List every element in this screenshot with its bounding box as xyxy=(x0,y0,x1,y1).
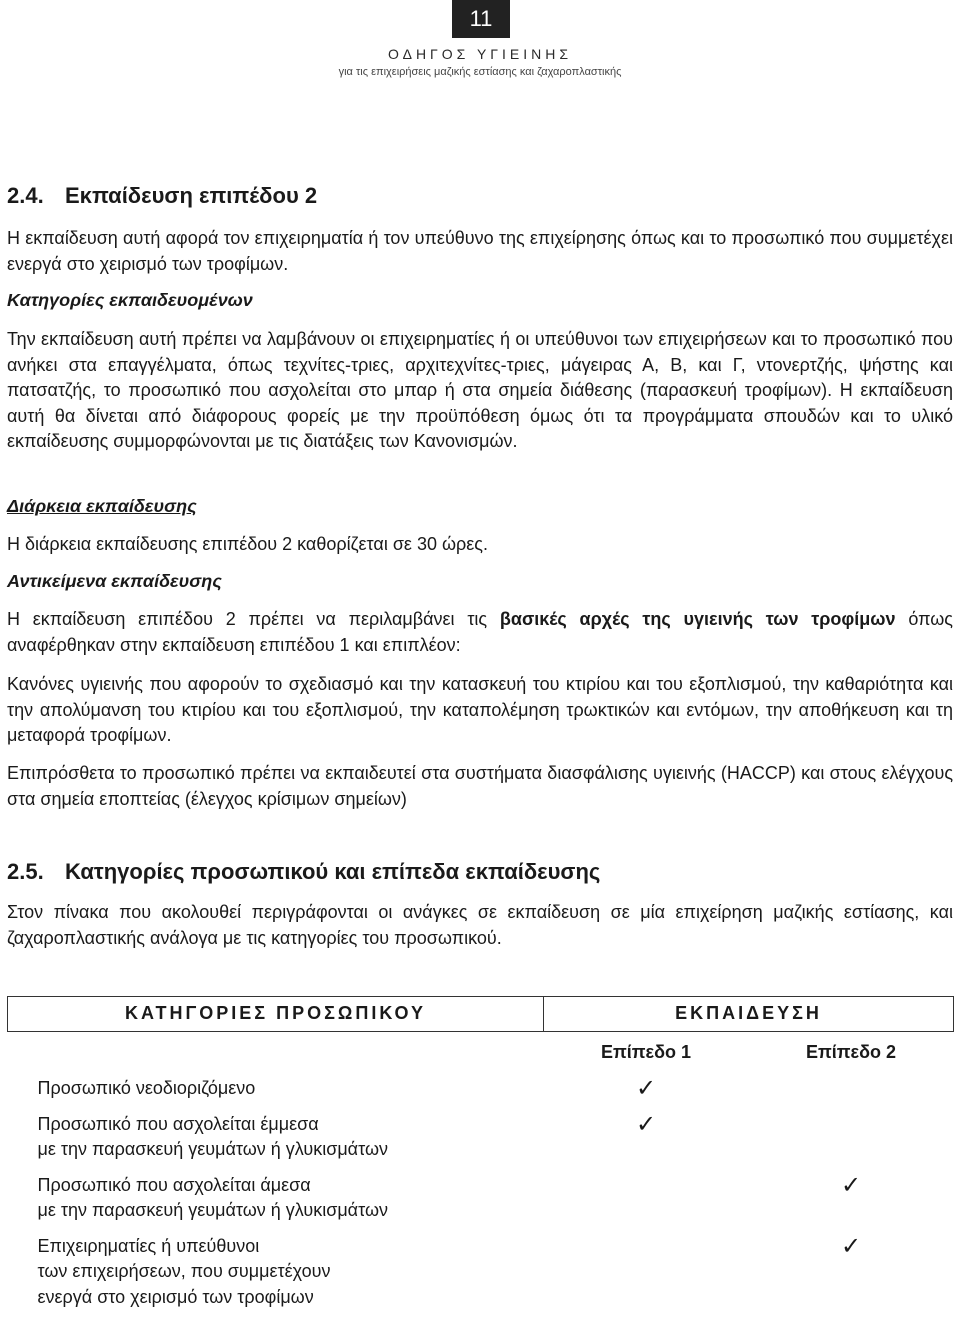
check-cell-level-2 xyxy=(749,1173,954,1234)
training-table xyxy=(7,996,954,1320)
duration-block xyxy=(7,532,953,558)
objects-text-bold: βασικές αρχές της υγιεινής των τροφίμων xyxy=(499,609,896,629)
personnel-category-line: Προσωπικό που ασχολείται άμεσα xyxy=(37,1174,311,1195)
column-header-level-1: Επίπεδο 1 xyxy=(600,1042,692,1062)
table-level-row xyxy=(8,1032,954,1077)
objects-heading: Αντικείμενα εκπαίδευσης xyxy=(7,571,222,591)
objects-haccp: Επιπρόσθετα το προσωπικό πρέπει να εκπαιδευτεί στα συστήματα διασφάλισης υγιεινής (HACCP) και στους ελέγχους στα σημεία εποπτείας (έλεγχος κρίσιμων σημείων) xyxy=(7,763,953,809)
check-cell-level-1 xyxy=(544,1173,749,1234)
duration-text: Η διάρκεια εκπαίδευσης επιπέδου 2 καθορίζεται σε 30 ώρες. xyxy=(7,534,488,554)
guide-title: ΟΔΗΓΟΣ ΥΓΙΕΙΝΗΣ xyxy=(388,46,572,62)
section-2-4-title: Εκπαίδευση επιπέδου 2 xyxy=(65,183,318,208)
section-2-4-number: 2.4. xyxy=(7,183,44,208)
objects-rules-block xyxy=(7,672,953,749)
objects-heading-block xyxy=(7,569,953,594)
section-2-4 xyxy=(7,182,953,210)
personnel-category-line: των επιχειρήσεων, που συμμετέχουν xyxy=(37,1261,331,1281)
personnel-category-line: Προσωπικό που ασχολείται έμμεσα xyxy=(37,1113,319,1134)
objects-text-b: όπως αναφέρθηκαν στην εκπαίδευση επιπέδου 1 και επιπλέον: xyxy=(7,609,953,655)
table-row xyxy=(8,1173,954,1234)
check-cell-level-2 xyxy=(749,1112,954,1173)
trainees-text: Την εκπαίδευση αυτή πρέπει να λαμβάνουν οι επιχειρηματίες ή οι υπεύθυνοι των επιχειρήσεων και το προσωπικό που ανήκει στα επαγγέλματα, όπως τεχνίτες-τριες, αρχιτεχνίτες-τριες, μάγειρας Α, Β, και Γ, ντονερτζής, ψήστης και πατσατζής, το προσωπικό που ασχολείται στο μπαρ ή στα σημεία διάθεσης (παρασκευή τροφίμων). Η εκπαίδευση αυτή θα δίνεται από διάφορους φορείς με την προϋπόθεση όμως ότι τα προγράμματα σπουδών και το υλικό εκπαίδευσης συμμορφώνονται με τις διατάξεις των Κανονισμών. xyxy=(7,329,953,451)
duration-heading-block xyxy=(7,494,953,519)
personnel-category-line: Προσωπικό νεοδιοριζόμενο xyxy=(37,1078,256,1098)
column-header-level-2: Επίπεδο 2 xyxy=(805,1042,897,1062)
personnel-category xyxy=(8,1076,544,1112)
level-row-spacer xyxy=(8,1032,544,1077)
personnel-category xyxy=(8,1234,544,1321)
objects-block xyxy=(7,607,953,658)
personnel-category-line: με την παρασκευή γευμάτων ή γλυκισμάτων xyxy=(37,1139,388,1159)
objects-haccp-block xyxy=(7,761,953,812)
personnel-category xyxy=(8,1173,544,1234)
check-cell-level-1 xyxy=(544,1234,749,1321)
table-row xyxy=(8,1234,954,1321)
section-2-4-intro-block xyxy=(7,226,953,277)
table-row xyxy=(8,1076,954,1112)
page-number: 11 xyxy=(452,0,510,38)
column-header-training: ΕΚΠΑΙΔΕΥΣΗ xyxy=(544,997,954,1032)
duration-heading: Διάρκεια εκπαίδευσης xyxy=(7,496,197,516)
check-cell-level-1 xyxy=(544,1112,749,1173)
objects-text-a: Η εκπαίδευση επιπέδου 2 πρέπει να περιλαμβάνει τις xyxy=(7,609,488,629)
section-2-5-intro: Στον πίνακα που ακολουθεί περιγράφονται οι ανάγκες σε εκπαίδευση σε μία επιχείρηση μαζικής εστίασης, και ζαχαροπλαστικής ανάλογα με τις κατηγορίες του προσωπικού. xyxy=(7,902,953,948)
check-icon: ✓ xyxy=(635,1075,657,1102)
personnel-category-line: ενεργά στο χειρισμό των τροφίμων xyxy=(37,1286,314,1307)
section-2-4-intro: Η εκπαίδευση αυτή αφορά τον επιχειρηματία ή τον υπεύθυνο της επιχείρησης όπως και το προσωπικό που συμμετέχει ενεργά στο χειρισμό των τροφίμων. xyxy=(7,228,953,274)
trainees-block xyxy=(7,327,953,455)
check-icon: ✓ xyxy=(635,1110,657,1138)
table-body xyxy=(8,1076,954,1320)
check-cell-level-2 xyxy=(749,1234,954,1321)
column-header-categories: ΚΑΤΗΓΟΡΙΕΣ ΠΡΟΣΩΠΙΚΟΥ xyxy=(8,997,544,1032)
check-cell-level-1 xyxy=(544,1076,749,1112)
section-2-5-heading xyxy=(7,858,953,886)
personnel-category-line: με την παρασκευή γευμάτων ή γλυκισμάτων xyxy=(37,1200,388,1220)
trainees-heading-block xyxy=(7,288,953,313)
section-2-5-intro-block xyxy=(7,900,953,951)
guide-subtitle: για τις επιχειρήσεις μαζικής εστίασης και ζαχαροπλαστικής xyxy=(338,66,622,78)
personnel-category xyxy=(8,1112,544,1173)
trainees-heading: Κατηγορίες εκπαιδευομένων xyxy=(7,290,253,310)
check-icon: ✓ xyxy=(840,1171,862,1199)
section-2-5-title: Κατηγορίες προσωπικού και επίπεδα εκπαίδευσης xyxy=(65,859,601,884)
check-cell-level-2 xyxy=(749,1076,954,1112)
section-2-5 xyxy=(7,858,953,886)
table-row xyxy=(8,1112,954,1173)
check-icon: ✓ xyxy=(840,1232,862,1260)
section-2-5-number: 2.5. xyxy=(7,859,44,884)
section-2-4-heading xyxy=(7,182,953,210)
table-header-row xyxy=(8,997,954,1032)
objects-text xyxy=(7,607,953,658)
personnel-category-line: Επιχειρηματίες ή υπεύθυνοι xyxy=(37,1235,260,1256)
objects-rules: Κανόνες υγιεινής που αφορούν το σχεδιασμό και την κατασκευή του κτιρίου και του εξοπλισμού, την καθαριότητα και την απολύμανση του κτιρίου και του εξοπλισμού, την καταπολέμηση τρωκτικών και εντόμων, την αποθήκευση και τη μεταφορά τροφίμων. xyxy=(7,674,953,745)
